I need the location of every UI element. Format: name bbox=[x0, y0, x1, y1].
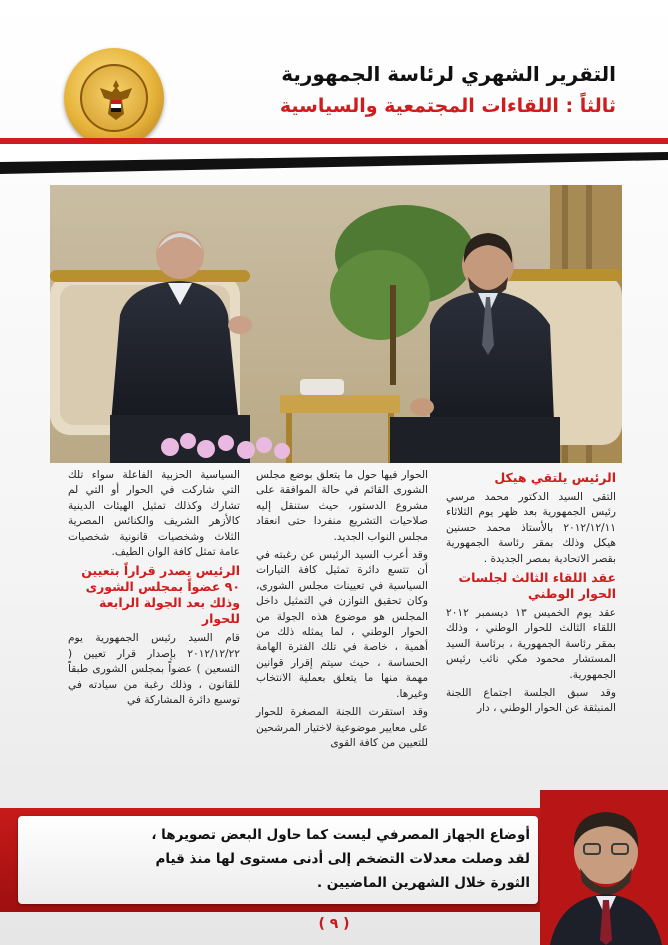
paragraph: وقد أعرب السيد الرئيس عن رغبته في أن تتسع دائرة تمثيل كافة التيارات السياسية في تعيينات مجلس الشورى، وكان تحقيق التوازن في التمثيل داخل المجلس هو موضوع هذه الجولة من الحوار الوطني ، لما يمثله ذلك من أهمية ، خاصة في تلك الفترة الهامة الحساسة ، حيث سيتم إقرار قوانين مهمة منها ما يتعلق بعملية الانتخاب وغيرها. bbox=[256, 549, 428, 700]
seal-inner-ring bbox=[80, 64, 148, 132]
paragraph: الحوار فيها حول ما يتعلق بوضع مجلس الشورى القائم في حالة الموافقة على مشروع الدستور، حيث ستنقل إليه صلاحيات التشريع منفردا حتى انعقاد مجلس النواب الجديد. bbox=[256, 469, 428, 543]
section-subtitle: ثالثاً : اللقاءات المجتمعية والسياسية bbox=[279, 95, 616, 117]
report-title: التقرير الشهري لرئاسة الجمهورية bbox=[281, 62, 616, 86]
heading-national-dialogue: عقد اللقاء الثالث لجلسات الحوار الوطني bbox=[458, 570, 616, 602]
meeting-photo-illustration bbox=[50, 185, 622, 463]
eagle-icon bbox=[98, 78, 134, 122]
heading-shura-appointments: الرئيس يصدر قراراً بتعيين ٩٠ عضواً بمجلس الشورى وذلك بعد الجولة الرابعة للحوار bbox=[81, 563, 240, 627]
meeting-photo bbox=[50, 185, 622, 463]
paragraph: وقد سبق الجلسة اجتماع اللجنة المنبثقة عن الحوار الوطني ، دار bbox=[446, 687, 616, 715]
tricolor-band bbox=[0, 138, 668, 174]
column-left bbox=[68, 468, 240, 711]
paragraph: وقد استقرت اللجنة المصغرة للحوار على معايير موضوعية لاختيار المرشحين للتعيين من كافة القوى bbox=[256, 706, 428, 749]
column-middle bbox=[256, 468, 428, 754]
page-number: ( ٩ ) bbox=[318, 916, 350, 932]
president-quote: أوضاع الجهاز المصرفي ليست كما حاول البعض تصويرها ، لقد وصلت معدلات التضخم إلى أدنى مستوى لها منذ قيام الثورة خلال الشهرين الماضيين . bbox=[151, 827, 530, 891]
heading-president-meets-heikal: الرئيس يلتقي هيكل bbox=[494, 470, 616, 485]
paragraph: عقد يوم الخميس ١٣ ديسمبر ٢٠١٢ اللقاء الثالث للحوار الوطني ، وذلك بمقر رئاسة الجمهورية ، برئاسة السيد المستشار محمود مكي نائب رئيس الجمهورية. bbox=[446, 607, 616, 681]
column-right bbox=[446, 468, 616, 720]
presidency-seal bbox=[64, 48, 164, 148]
paragraph: السياسية الحزبية الفاعلة سواء تلك التي شاركت في الحوار أو التي لم تشارك وكذلك تمثيل الهيئات الدينية كالأزهر الشريف والكنائس المصرية الثلاث وشخصيات قانونية شخصيات عامة تمثل كافة الوان الطيف. bbox=[68, 469, 240, 559]
paragraph: التقى السيد الدكتور محمد مرسي رئيس الجمهورية بعد ظهر يوم الثلاثاء ٢٠١٢/١٢/١١ بالأستاذ محمد حسنين هيكل وذلك بمقر رئاسة الجمهورية بقصر الاتحادية بمصر الجديدة . bbox=[446, 491, 616, 565]
paragraph: قام السيد رئيس الجمهورية يوم ٢٠١٢/١٢/٢٢ بإصدار قرار تعيين ( التسعين ) عضواً بمجلس الشورى طبقاً للقانون ، وذلك رغبة من سيادته في توسيع دائرة المشاركة في bbox=[68, 632, 240, 707]
